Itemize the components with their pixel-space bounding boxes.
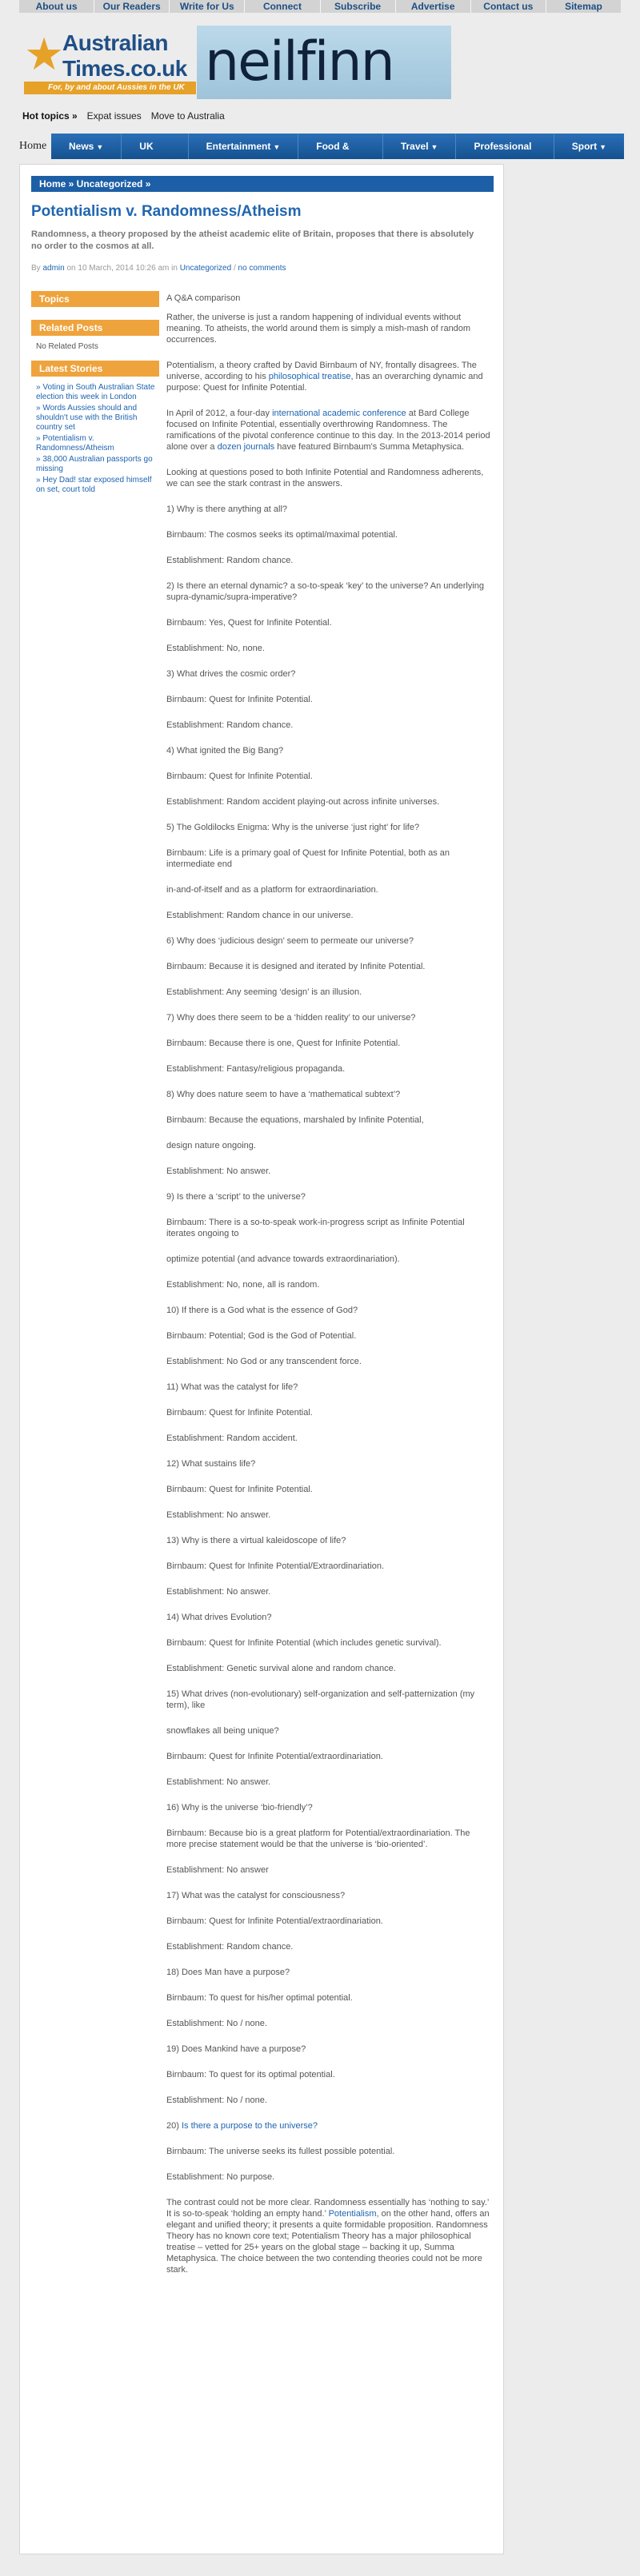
qa-line: 7) Why does there seem to be a ‘hidden reality’ to our universe? (166, 1013, 416, 1023)
meta-date: on 10 March, 2014 10:26 am in (64, 264, 180, 273)
conference-link[interactable]: international academic conference (272, 409, 406, 418)
qa-line: Establishment: No, none. (166, 644, 265, 653)
latest-story-link[interactable]: » Hey Dad! star exposed himself on set, court told (36, 476, 152, 494)
qa-line: Establishment: Random accident. (166, 1434, 298, 1443)
sidebar (31, 291, 159, 496)
advert-banner[interactable] (197, 26, 451, 99)
qa-line: snowflakes all being unique? (166, 1726, 279, 1736)
qa-line: Establishment: Any seeming ‘design’ is an illusion. (166, 987, 362, 997)
qa-line: Establishment: No / none. (166, 2019, 267, 2028)
nav-item-food-wine[interactable]: Food & (298, 134, 383, 159)
qa-line: 17) What was the catalyst for consciousness? (166, 1891, 346, 1900)
qa-line: 19) Does Mankind have a purpose? (166, 2044, 306, 2054)
qa-line: Establishment: Genetic survival alone and random chance. (166, 1664, 396, 1673)
chevron-down-icon: ▼ (599, 143, 606, 151)
top-link-about-us[interactable]: About us (19, 0, 94, 13)
nav-item-news[interactable]: News ▼ (51, 134, 122, 159)
nav-item-sport[interactable]: Sport ▼ (571, 141, 606, 152)
qa-line: 5) The Goldilocks Enigma: Why is the universe ‘just right’ for life? (166, 823, 420, 832)
top-link-contact-us[interactable]: Contact us (471, 0, 546, 13)
nav-item-professional-life[interactable]: Professional (456, 134, 554, 159)
article-closing: The contrast could not be more clear. Randomness essentially has ‘nothing to say.’ It is so-to-speak ‘holding an empty hand.’ Potentialism, on the other hand, offers an elegant and unified theory; it presents a quite formidable proposition. Randomness Theory has no known core text; Potentialism Theory has a major philosophical treatise – vetted for 25+ years on the global stage – backing it up, Summa Metaphysica. The choice between the two contending theories could not be more stark. (166, 2198, 490, 2275)
qa-line: Establishment: No answer. (166, 1587, 271, 1597)
chevron-down-icon: ▼ (430, 143, 438, 151)
author-link[interactable]: admin (42, 264, 65, 273)
qa-line: 10) If there is a God what is the essence of God? (166, 1306, 358, 1315)
article-paragraph: Rather, the universe is just a random happening of individual events without meaning. To atheists, the world around them is simply a mish-mash of random occurrences. (166, 313, 471, 345)
qa-line: Birnbaum: Because the equations, marshaled by Infinite Potential, (166, 1115, 424, 1125)
latest-story-link[interactable]: » Potentialism v. Randomness/Atheism (36, 434, 114, 453)
qa-line: 4) What ignited the Big Bang? (166, 746, 284, 756)
top-link-our-readers[interactable]: Our Readers (94, 0, 170, 13)
logo-line-1: Australian (62, 30, 168, 55)
qa-line: Establishment: No answer. (166, 1510, 271, 1520)
content-panel (19, 164, 504, 2554)
potentialism-link[interactable]: Potentialism (328, 2209, 377, 2219)
latest-story-link[interactable]: » 38,000 Australian passports go missing (36, 455, 153, 473)
qa-line: 16) Why is the universe ‘bio-friendly’? (166, 1803, 313, 1812)
article-intro: A Q&A comparison (166, 293, 241, 303)
chevron-down-icon: ▼ (96, 143, 104, 151)
hot-topic-move-to-australia[interactable]: Move to Australia (150, 110, 225, 122)
qa-line: Birnbaum: Life is a primary goal of Quest for Infinite Potential, both as an intermediate end (166, 848, 450, 869)
qa-line: Establishment: No God or any transcendent force. (166, 1357, 362, 1366)
sidebar-latest-heading: Latest Stories (31, 361, 159, 377)
sidebar-topics-heading: Topics (31, 291, 159, 307)
qa-line: 1) Why is there anything at all? (166, 504, 288, 514)
qa-line: Birnbaum: There is a so-to-speak work-in-progress script as Infinite Potential iterates ongoing to (166, 1218, 465, 1238)
qa-line: Birnbaum: Quest for Infinite Potential/extraordinariation. (166, 1752, 383, 1761)
qa-line: 18) Does Man have a purpose? (166, 1968, 290, 1977)
top-link-advertise[interactable]: Advertise (396, 0, 471, 13)
sidebar-related-heading: Related Posts (31, 320, 159, 336)
qa-line: Establishment: Random accident playing-out across infinite universes. (166, 797, 440, 807)
meta-sep: / (231, 264, 238, 273)
qa-line: 9) Is there a ‘script’ to the universe? (166, 1192, 306, 1202)
qa-line: in-and-of-itself and as a platform for extraordinariation. (166, 885, 378, 895)
qa-line: Establishment: Random chance. (166, 556, 294, 565)
article-body (166, 293, 490, 2290)
hot-topics-label: Hot topics » (22, 110, 78, 122)
top-links-bar (19, 0, 621, 13)
qa-line: Birnbaum: Potential; God is the God of Potential. (166, 1331, 357, 1341)
philosophical-treatise-link[interactable]: philosophical treatise (268, 372, 351, 381)
qa-line: Establishment: No answer. (166, 1166, 271, 1176)
qa-line: Establishment: Random chance. (166, 1942, 294, 1952)
hot-topic-expat-issues[interactable]: Expat issues (86, 110, 142, 122)
qa-line: Birnbaum: Because it is designed and iterated by Infinite Potential. (166, 962, 426, 971)
qa-list (166, 504, 490, 2106)
nav-item-entertainment[interactable]: Entertainment ▼ (189, 134, 299, 159)
qa-line: Establishment: No answer. (166, 1777, 271, 1787)
qa-line: Establishment: Random chance in our universe. (166, 911, 354, 920)
qa-line: Birnbaum: Quest for Infinite Potential. (166, 695, 313, 704)
qa-line: Establishment: Random chance. (166, 720, 294, 730)
nav-item-travel[interactable]: Travel ▼ (383, 134, 457, 159)
latest-story-link[interactable]: » Words Aussies should and shouldn't use with the British country set (36, 404, 138, 432)
qa-line: Birnbaum: Quest for Infinite Potential (which includes genetic survival). (166, 1638, 442, 1648)
qa-line: optimize potential (and advance towards extraordinariation). (166, 1254, 400, 1264)
qa-line: Birnbaum: Quest for Infinite Potential. (166, 772, 313, 781)
site-logo[interactable] (24, 26, 196, 98)
banner-text: neilfinn (205, 30, 394, 94)
hot-topics-bar (22, 110, 225, 122)
qa-line: Birnbaum: To quest for its optimal potential. (166, 2070, 335, 2080)
top-link-sitemap[interactable]: Sitemap (565, 1, 602, 12)
chevron-down-icon: ▼ (273, 143, 281, 151)
qa-line: Birnbaum: Quest for Infinite Potential/extraordinariation. (166, 1916, 383, 1926)
nav-item-uk-life[interactable]: UK (122, 134, 188, 159)
sidebar-related-text: No Related Posts (36, 342, 98, 351)
main-nav (19, 134, 624, 159)
post-meta (31, 264, 286, 273)
post-lead: Randomness, a theory proposed by the atheist academic elite of Britain, proposes that there is absolutely no order to the cosmos at all. (31, 229, 474, 251)
meta-by: By (31, 264, 41, 273)
post-title: Potentialism v. Randomness/Atheism (31, 203, 302, 220)
latest-stories-list (36, 383, 159, 495)
qa-line: 20) Is there a purpose to the universe? (166, 2121, 318, 2131)
qa-line: 6) Why does ‘judicious design’ seem to permeate our universe? (166, 936, 414, 946)
qa-line: Birnbaum: Quest for Infinite Potential. (166, 1485, 313, 1494)
comments-link[interactable]: no comments (238, 264, 286, 273)
logo-tagline: For, by and about Aussies in the UK (24, 82, 196, 94)
qa-line: Establishment: Fantasy/religious propaganda. (166, 1064, 346, 1074)
nav-items (51, 134, 624, 159)
qa-line: Birnbaum: The universe seeks its fullest possible potential. (166, 2147, 395, 2156)
qa-line: 11) What was the catalyst for life? (166, 1382, 298, 1392)
purpose-link[interactable]: Is there a purpose to the universe? (181, 2121, 318, 2131)
qa-line: design nature ongoing. (166, 1141, 256, 1150)
qa-line: Establishment: No, none, all is random. (166, 1280, 320, 1290)
qa-line: Birnbaum: Quest for Infinite Potential/Extraordinariation. (166, 1561, 385, 1571)
qa-line: 12) What sustains life? (166, 1459, 256, 1469)
top-link-subscribe[interactable]: Subscribe (321, 0, 396, 13)
qa-line: Establishment: No / none. (166, 2095, 267, 2105)
qa-line: Birnbaum: Because there is one, Quest for Infinite Potential. (166, 1039, 401, 1048)
qa-line: 8) Why does nature seem to have a ‘mathematical subtext’? (166, 1090, 401, 1099)
article-paragraph: Looking at questions posed to both Infinite Potential and Randomness adherents, we can see the stark contrast in the answers. (166, 468, 484, 488)
qa-line: Birnbaum: The cosmos seeks its optimal/maximal potential. (166, 530, 398, 540)
logo-line-2: Times.co.uk (62, 56, 187, 81)
latest-story-link[interactable]: » Voting in South Australian State election this week in London (36, 383, 155, 401)
qa-line: Birnbaum: To quest for his/her optimal potential. (166, 1993, 353, 2003)
dozen-journals-link[interactable]: dozen journals (217, 442, 275, 452)
star-icon: ★ (24, 29, 65, 79)
qa-line: 3) What drives the cosmic order? (166, 669, 296, 679)
qa-line: 13) Why is there a virtual kaleidoscope of life? (166, 1536, 346, 1545)
breadcrumb[interactable]: Home » Uncategorized » (31, 176, 494, 192)
article-paragraph: In April of 2012, a four-day international academic conference at Bard College focused on Infinite Potential, essentially overthrowing Randomness. The ramifications of the pivotal conference continue to this day. In the 2013-2014 period alone over a dozen journals have featured Birnbaum's Summa Metaphysica. (166, 409, 490, 452)
qa-line: Establishment: No answer (166, 1865, 269, 1875)
qa-line: 15) What drives (non-evolutionary) self-organization and self-patternization (my term), like (166, 1689, 475, 1710)
top-link-connect[interactable]: Connect (245, 0, 320, 13)
qa-line: Birnbaum: Quest for Infinite Potential. (166, 1408, 313, 1418)
qa-line: Birnbaum: Yes, Quest for Infinite Potential. (166, 618, 332, 628)
qa-line: Birnbaum: Because bio is a great platform for Potential/extraordinariation. The more precise statement would be that the universe is ‘bio-oriented’. (166, 1828, 470, 1849)
qa-line: 14) What drives Evolution? (166, 1613, 272, 1622)
article-paragraph: Potentialism, a theory crafted by David Birnbaum of NY, frontally disagrees. The universe, according to his philosophical treatise, has an overarching dynamic and purpose: Quest for Infinite Potential. (166, 361, 483, 393)
category-link[interactable]: Uncategorized (179, 264, 232, 273)
nav-home[interactable]: Home (19, 140, 47, 152)
top-link-write-for-us[interactable]: Write for Us (170, 0, 245, 13)
qa-line: 2) Is there an eternal dynamic? a so-to-speak ‘key’ to the universe? An underlying supra-dynamic/supra-imperative? (166, 581, 485, 602)
qa-line: Establishment: No purpose. (166, 2172, 275, 2182)
